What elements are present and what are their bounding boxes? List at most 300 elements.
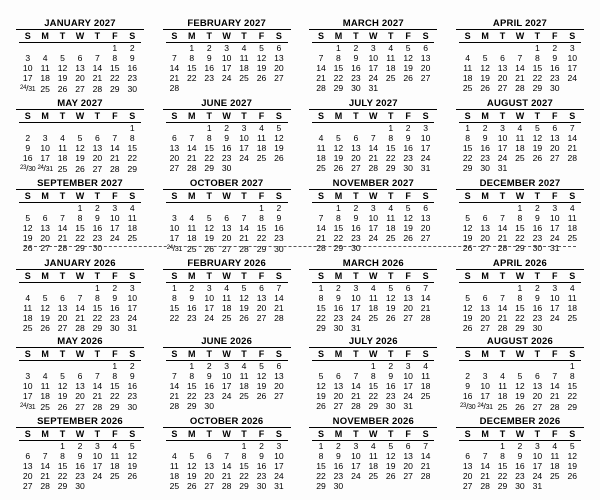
day-cell[interactable]: 8 xyxy=(189,53,195,63)
day-cell[interactable]: 1 xyxy=(259,203,264,213)
day-cell[interactable]: 31 xyxy=(127,323,138,333)
day-cell[interactable]: 17 xyxy=(550,223,560,233)
day-cell[interactable]: 3 xyxy=(552,283,558,293)
day-cell[interactable]: 10 xyxy=(368,213,379,223)
day-cell[interactable]: 1 xyxy=(206,123,212,133)
day-cell[interactable]: 17 xyxy=(22,73,33,83)
day-cell[interactable]: 4 xyxy=(370,441,376,451)
day-cell[interactable]: 21 xyxy=(480,471,490,481)
day-cell[interactable]: 20 xyxy=(403,303,413,313)
day-cell[interactable]: 23 xyxy=(532,233,543,243)
day-cell[interactable]: 22 xyxy=(385,153,396,163)
day-cell[interactable]: 12 xyxy=(239,293,249,303)
day-cell[interactable]: 2 xyxy=(353,43,359,53)
day-cell[interactable]: 18 xyxy=(462,73,473,83)
day-cell[interactable]: 6 xyxy=(465,451,471,461)
day-cell[interactable]: 7 xyxy=(517,53,523,63)
day-cell[interactable]: 13 xyxy=(204,461,214,471)
day-cell[interactable]: 10 xyxy=(221,53,232,63)
day-cell[interactable]: 18 xyxy=(239,63,249,73)
day-cell[interactable]: 15 xyxy=(316,303,326,313)
day-cell[interactable]: 27 xyxy=(274,73,284,83)
day-cell[interactable]: 25 xyxy=(169,481,180,491)
day-cell[interactable]: 2 xyxy=(224,123,230,133)
day-cell[interactable]: 19 xyxy=(187,471,197,481)
day-cell[interactable]: 8 xyxy=(95,293,100,303)
day-cell[interactable]: 9 xyxy=(189,293,195,303)
day-cell[interactable]: 23 xyxy=(204,391,214,401)
day-cell[interactable]: 27 xyxy=(274,391,284,401)
day-cell[interactable]: 2 xyxy=(336,441,341,451)
day-cell[interactable]: 27 xyxy=(57,323,68,333)
day-cell[interactable]: 9 xyxy=(517,451,523,461)
day-cell[interactable]: 16 xyxy=(532,303,543,313)
day-cell[interactable]: 9 xyxy=(336,293,341,303)
day-cell[interactable]: 13 xyxy=(169,143,180,153)
day-cell[interactable]: 30 xyxy=(92,243,103,253)
day-cell[interactable]: 1 xyxy=(189,43,195,53)
day-cell[interactable]: 20 xyxy=(92,153,103,163)
day-cell[interactable]: 26 xyxy=(403,233,413,243)
day-cell[interactable]: 4 xyxy=(318,133,324,143)
day-cell[interactable]: 6 xyxy=(500,53,505,63)
day-cell[interactable]: 17 xyxy=(239,143,249,153)
day-cell[interactable]: 23 xyxy=(221,153,232,163)
day-cell[interactable]: 16 xyxy=(333,303,344,313)
day-cell[interactable]: 17 xyxy=(127,303,138,313)
day-cell[interactable]: 5 xyxy=(465,293,471,303)
day-cell[interactable]: 16 xyxy=(22,153,33,163)
day-cell[interactable]: 9 xyxy=(353,213,359,223)
day-cell[interactable]: 2 xyxy=(405,123,411,133)
day-cell[interactable]: 3 xyxy=(241,123,247,133)
day-cell[interactable]: 25 xyxy=(110,471,120,481)
day-cell[interactable]: 9 xyxy=(276,213,282,223)
day-cell[interactable]: 2 xyxy=(206,43,212,53)
day-cell[interactable]: 9 xyxy=(129,371,135,381)
day-cell[interactable]: 21 xyxy=(515,73,525,83)
day-cell[interactable]: 16 xyxy=(127,63,138,73)
day-cell[interactable]: 24 xyxy=(497,153,508,163)
day-cell[interactable]: 27 xyxy=(75,402,85,412)
day-cell[interactable]: 13 xyxy=(75,381,85,391)
day-cell[interactable]: 12 xyxy=(480,63,490,73)
day-cell[interactable]: 29 xyxy=(187,401,197,411)
day-cell[interactable]: 19 xyxy=(57,73,68,83)
day-cell[interactable]: 22 xyxy=(316,471,326,481)
day-cell[interactable]: 29 xyxy=(239,481,249,491)
day-cell[interactable]: 20 xyxy=(274,63,284,73)
day-cell[interactable]: 3 xyxy=(25,371,31,381)
day-cell[interactable]: 10 xyxy=(480,381,490,391)
day-cell[interactable]: 24 xyxy=(567,73,578,83)
day-cell[interactable]: 19 xyxy=(40,313,50,323)
day-cell[interactable]: 10 xyxy=(169,223,180,233)
day-cell[interactable]: 13 xyxy=(333,381,344,391)
day-cell[interactable]: 14 xyxy=(316,223,326,233)
day-cell[interactable]: 27 xyxy=(403,313,413,323)
day-cell[interactable]: 30 xyxy=(532,243,543,253)
day-cell[interactable]: 18 xyxy=(497,391,508,401)
day-cell[interactable]: 21 xyxy=(567,143,578,153)
day-cell[interactable]: 23 xyxy=(256,471,267,481)
day-cell[interactable]: 11 xyxy=(316,143,326,153)
day-cell[interactable]: 16 xyxy=(550,63,560,73)
day-cell[interactable]: 24 xyxy=(351,471,361,481)
day-cell[interactable]: 13 xyxy=(92,143,103,153)
day-cell[interactable]: 21 xyxy=(187,153,197,163)
day-cell[interactable]: 6 xyxy=(42,213,48,223)
day-cell[interactable]: 8 xyxy=(336,213,341,223)
day-cell[interactable]: 10 xyxy=(92,451,103,461)
day-cell[interactable]: 2 xyxy=(336,283,341,293)
day-cell[interactable]: 2 xyxy=(388,361,394,371)
day-cell[interactable]: 8 xyxy=(318,451,324,461)
day-cell[interactable]: 29 xyxy=(75,243,85,253)
day-cell[interactable]: 16 xyxy=(221,143,232,153)
day-cell[interactable]: $^{23}$/30 xyxy=(460,401,476,411)
day-cell[interactable]: 1 xyxy=(370,361,376,371)
day-cell[interactable]: 28 xyxy=(316,243,326,253)
day-cell[interactable]: 19 xyxy=(385,461,396,471)
day-cell[interactable]: 30 xyxy=(333,481,344,491)
day-cell[interactable]: 28 xyxy=(187,163,197,173)
day-cell[interactable]: 2 xyxy=(189,283,195,293)
day-cell[interactable]: 29 xyxy=(515,323,525,333)
day-cell[interactable]: 25 xyxy=(256,153,267,163)
day-cell[interactable]: 2 xyxy=(534,203,540,213)
day-cell[interactable]: 18 xyxy=(515,143,525,153)
day-cell[interactable]: 21 xyxy=(221,471,232,481)
day-cell[interactable]: 28 xyxy=(480,481,490,491)
day-cell[interactable]: 26 xyxy=(480,83,490,93)
day-cell[interactable]: 25 xyxy=(239,73,249,83)
day-cell[interactable]: 18 xyxy=(40,73,50,83)
day-cell[interactable]: 10 xyxy=(204,293,214,303)
day-cell[interactable]: 15 xyxy=(57,461,68,471)
day-cell[interactable]: 14 xyxy=(169,63,180,73)
day-cell[interactable]: 3 xyxy=(482,371,488,381)
day-cell[interactable]: 27 xyxy=(169,163,180,173)
day-cell[interactable]: 13 xyxy=(403,451,413,461)
day-cell[interactable]: 21 xyxy=(316,233,326,243)
day-cell[interactable]: 5 xyxy=(77,133,83,143)
day-cell[interactable]: 28 xyxy=(351,401,361,411)
day-cell[interactable]: 21 xyxy=(316,73,326,83)
day-cell[interactable]: 12 xyxy=(462,223,473,233)
day-cell[interactable]: 27 xyxy=(480,323,490,333)
day-cell[interactable]: 5 xyxy=(517,371,523,381)
day-cell[interactable]: 16 xyxy=(385,381,396,391)
day-cell[interactable]: 29 xyxy=(333,243,344,253)
day-cell[interactable]: 16 xyxy=(351,223,361,233)
day-cell[interactable]: 1 xyxy=(336,43,341,53)
day-cell[interactable]: 27 xyxy=(462,481,473,491)
day-cell[interactable]: 11 xyxy=(515,133,525,143)
day-cell[interactable]: 22 xyxy=(368,391,379,401)
day-cell[interactable]: 30 xyxy=(515,481,525,491)
day-cell[interactable]: 20 xyxy=(480,313,490,323)
day-cell[interactable]: 1 xyxy=(60,441,65,451)
day-cell[interactable]: 27 xyxy=(420,73,431,83)
day-cell[interactable]: 19 xyxy=(567,461,578,471)
day-cell[interactable]: 31 xyxy=(420,163,431,173)
day-cell[interactable]: 22 xyxy=(333,233,344,243)
day-cell[interactable]: 13 xyxy=(420,53,431,63)
day-cell[interactable]: 29 xyxy=(462,163,473,173)
day-cell[interactable]: 4 xyxy=(241,43,247,53)
day-cell[interactable]: 21 xyxy=(110,153,120,163)
day-cell[interactable]: 29 xyxy=(333,83,344,93)
day-cell[interactable]: 23 xyxy=(110,313,120,323)
day-cell[interactable]: 9 xyxy=(112,293,118,303)
day-cell[interactable]: 5 xyxy=(405,203,411,213)
day-cell[interactable]: 9 xyxy=(25,143,31,153)
day-cell[interactable]: $^{23}$/30 xyxy=(20,163,36,173)
day-cell[interactable]: 19 xyxy=(462,313,473,323)
day-cell[interactable]: 16 xyxy=(256,461,267,471)
day-cell[interactable]: 15 xyxy=(110,63,120,73)
day-cell[interactable]: 4 xyxy=(465,53,471,63)
day-cell[interactable]: 29 xyxy=(515,243,525,253)
day-cell[interactable]: 30 xyxy=(75,481,85,491)
day-cell[interactable]: 25 xyxy=(40,402,50,412)
day-cell[interactable]: 21 xyxy=(169,73,180,83)
day-cell[interactable]: 1 xyxy=(388,123,394,133)
day-cell[interactable]: 17 xyxy=(351,303,361,313)
day-cell[interactable]: 22 xyxy=(92,313,103,323)
day-cell[interactable]: 16 xyxy=(204,63,214,73)
day-cell[interactable]: 18 xyxy=(567,303,578,313)
day-cell[interactable]: 22 xyxy=(515,313,525,323)
day-cell[interactable]: 21 xyxy=(351,391,361,401)
day-cell[interactable]: 10 xyxy=(368,53,379,63)
day-cell[interactable]: 1 xyxy=(112,361,118,371)
day-cell[interactable]: 27 xyxy=(92,164,103,174)
day-cell[interactable]: 22 xyxy=(567,391,578,401)
day-cell[interactable]: 5 xyxy=(60,53,65,63)
day-cell[interactable]: 7 xyxy=(500,293,505,303)
day-cell[interactable]: 25 xyxy=(462,83,473,93)
day-cell[interactable]: 3 xyxy=(370,203,376,213)
day-cell[interactable]: 10 xyxy=(550,213,560,223)
day-cell[interactable]: 17 xyxy=(351,461,361,471)
day-cell[interactable]: 27 xyxy=(40,243,50,253)
day-cell[interactable]: 12 xyxy=(385,451,396,461)
day-cell[interactable]: 3 xyxy=(171,213,177,223)
day-cell[interactable]: 28 xyxy=(316,83,326,93)
day-cell[interactable]: $^{24}$/31 xyxy=(477,401,493,411)
day-cell[interactable]: 7 xyxy=(318,213,324,223)
day-cell[interactable]: 10 xyxy=(420,133,431,143)
day-cell[interactable]: 17 xyxy=(221,381,232,391)
day-cell[interactable]: 15 xyxy=(333,223,344,233)
day-cell[interactable]: 15 xyxy=(256,223,267,233)
day-cell[interactable]: 11 xyxy=(550,451,560,461)
day-cell[interactable]: 2 xyxy=(95,203,100,213)
day-cell[interactable]: 13 xyxy=(274,53,284,63)
day-cell[interactable]: 1 xyxy=(517,283,523,293)
day-cell[interactable]: 2 xyxy=(129,43,135,53)
day-cell[interactable]: 9 xyxy=(482,133,488,143)
day-cell[interactable]: 28 xyxy=(92,84,103,94)
day-cell[interactable]: 28 xyxy=(169,83,180,93)
day-cell[interactable]: 20 xyxy=(333,391,344,401)
day-cell[interactable]: 29 xyxy=(368,401,379,411)
day-cell[interactable]: 26 xyxy=(256,391,267,401)
day-cell[interactable]: 11 xyxy=(23,303,33,313)
day-cell[interactable]: $^{24}$/31 xyxy=(166,243,183,253)
day-cell[interactable]: 19 xyxy=(515,391,525,401)
day-cell[interactable]: 7 xyxy=(370,133,376,143)
day-cell[interactable]: 25 xyxy=(22,323,33,333)
day-cell[interactable]: 16 xyxy=(480,143,490,153)
day-cell[interactable]: 8 xyxy=(569,371,575,381)
day-cell[interactable]: 5 xyxy=(534,123,540,133)
day-cell[interactable]: 29 xyxy=(497,481,508,491)
day-cell[interactable]: 20 xyxy=(75,73,85,83)
day-cell[interactable]: 16 xyxy=(75,461,85,471)
day-cell[interactable]: 5 xyxy=(388,283,394,293)
day-cell[interactable]: 4 xyxy=(42,53,48,63)
day-cell[interactable]: 25 xyxy=(567,313,578,323)
day-cell[interactable]: 19 xyxy=(204,233,214,243)
day-cell[interactable]: 11 xyxy=(127,213,137,223)
day-cell[interactable]: 12 xyxy=(515,381,525,391)
day-cell[interactable]: 4 xyxy=(388,43,394,53)
day-cell[interactable]: 15 xyxy=(333,63,344,73)
day-cell[interactable]: 7 xyxy=(353,371,359,381)
day-cell[interactable]: 28 xyxy=(550,402,560,412)
day-cell[interactable]: 29 xyxy=(316,323,326,333)
day-cell[interactable]: 19 xyxy=(316,391,326,401)
day-cell[interactable]: 17 xyxy=(204,303,214,313)
day-cell[interactable]: 10 xyxy=(274,451,284,461)
day-cell[interactable]: 26 xyxy=(567,471,578,481)
day-cell[interactable]: 8 xyxy=(129,133,135,143)
day-cell[interactable]: 25 xyxy=(497,402,508,412)
day-cell[interactable]: 8 xyxy=(241,451,247,461)
day-cell[interactable]: 3 xyxy=(405,361,411,371)
day-cell[interactable]: 2 xyxy=(482,123,488,133)
day-cell[interactable]: 13 xyxy=(75,63,85,73)
day-cell[interactable]: 24 xyxy=(127,313,138,323)
day-cell[interactable]: 15 xyxy=(532,63,543,73)
day-cell[interactable]: 6 xyxy=(353,133,359,143)
day-cell[interactable]: 30 xyxy=(532,323,543,333)
day-cell[interactable]: 2 xyxy=(517,441,523,451)
day-cell[interactable]: 28 xyxy=(274,313,284,323)
day-cell[interactable]: 10 xyxy=(110,213,120,223)
day-cell[interactable]: 11 xyxy=(110,451,120,461)
day-cell[interactable]: 8 xyxy=(112,53,118,63)
day-cell[interactable]: 6 xyxy=(534,371,540,381)
day-cell[interactable]: 6 xyxy=(482,293,488,303)
day-cell[interactable]: 8 xyxy=(500,451,505,461)
day-cell[interactable]: 14 xyxy=(169,381,180,391)
day-cell[interactable]: 19 xyxy=(57,391,68,401)
day-cell[interactable]: 3 xyxy=(25,53,31,63)
day-cell[interactable]: 17 xyxy=(480,391,490,401)
day-cell[interactable]: 10 xyxy=(40,143,50,153)
day-cell[interactable]: 9 xyxy=(534,213,540,223)
day-cell[interactable]: 8 xyxy=(388,133,394,143)
day-cell[interactable]: 2 xyxy=(276,203,282,213)
day-cell[interactable]: 10 xyxy=(22,381,33,391)
day-cell[interactable]: 29 xyxy=(204,163,214,173)
day-cell[interactable]: 14 xyxy=(420,451,431,461)
day-cell[interactable]: 12 xyxy=(256,371,267,381)
day-cell[interactable]: 21 xyxy=(550,391,560,401)
day-cell[interactable]: 19 xyxy=(256,63,267,73)
day-cell[interactable]: 4 xyxy=(171,451,177,461)
day-cell[interactable]: 17 xyxy=(567,63,578,73)
day-cell[interactable]: 27 xyxy=(497,83,508,93)
day-cell[interactable]: 25 xyxy=(368,471,379,481)
day-cell[interactable]: 20 xyxy=(403,461,413,471)
day-cell[interactable]: 5 xyxy=(42,293,48,303)
day-cell[interactable]: 15 xyxy=(127,143,138,153)
day-cell[interactable]: 11 xyxy=(222,293,232,303)
day-cell[interactable]: 31 xyxy=(497,163,508,173)
day-cell[interactable]: 8 xyxy=(206,133,212,143)
day-cell[interactable]: 26 xyxy=(532,153,543,163)
day-cell[interactable]: 30 xyxy=(127,84,138,94)
day-cell[interactable]: 24 xyxy=(204,313,214,323)
day-cell[interactable]: 16 xyxy=(187,303,197,313)
day-cell[interactable]: 6 xyxy=(405,441,411,451)
day-cell[interactable]: 12 xyxy=(567,451,578,461)
day-cell[interactable]: 23 xyxy=(480,153,490,163)
day-cell[interactable]: 11 xyxy=(257,133,266,143)
day-cell[interactable]: 27 xyxy=(75,84,85,94)
day-cell[interactable]: 7 xyxy=(224,451,230,461)
day-cell[interactable]: 11 xyxy=(421,371,431,381)
day-cell[interactable]: 5 xyxy=(129,441,135,451)
day-cell[interactable]: 23 xyxy=(550,73,560,83)
day-cell[interactable]: 27 xyxy=(532,402,543,412)
day-cell[interactable]: 14 xyxy=(316,63,326,73)
day-cell[interactable]: 7 xyxy=(42,451,48,461)
day-cell[interactable]: 23 xyxy=(75,471,85,481)
day-cell[interactable]: 5 xyxy=(405,43,411,53)
day-cell[interactable]: $^{24}$/31 xyxy=(20,401,36,411)
day-cell[interactable]: 29 xyxy=(127,164,138,174)
day-cell[interactable]: 22 xyxy=(187,73,197,83)
day-cell[interactable]: 10 xyxy=(22,63,33,73)
day-cell[interactable]: 8 xyxy=(112,371,118,381)
day-cell[interactable]: 20 xyxy=(480,233,490,243)
day-cell[interactable]: 8 xyxy=(77,213,83,223)
day-cell[interactable]: 8 xyxy=(189,371,195,381)
day-cell[interactable]: 24 xyxy=(550,313,560,323)
day-cell[interactable]: 11 xyxy=(239,53,249,63)
day-cell[interactable]: 15 xyxy=(92,303,103,313)
day-cell[interactable]: 2 xyxy=(129,361,135,371)
day-cell[interactable]: 16 xyxy=(92,223,103,233)
day-cell[interactable]: 29 xyxy=(57,481,68,491)
day-cell[interactable]: 4 xyxy=(129,203,135,213)
day-cell[interactable]: 3 xyxy=(224,361,230,371)
day-cell[interactable]: 30 xyxy=(403,163,413,173)
day-cell[interactable]: 14 xyxy=(75,303,85,313)
day-cell[interactable]: 1 xyxy=(318,283,324,293)
day-cell[interactable]: 2 xyxy=(353,203,359,213)
day-cell[interactable]: 14 xyxy=(420,293,431,303)
day-cell[interactable]: 12 xyxy=(57,381,68,391)
day-cell[interactable]: 26 xyxy=(75,164,85,174)
day-cell[interactable]: 30 xyxy=(110,323,120,333)
